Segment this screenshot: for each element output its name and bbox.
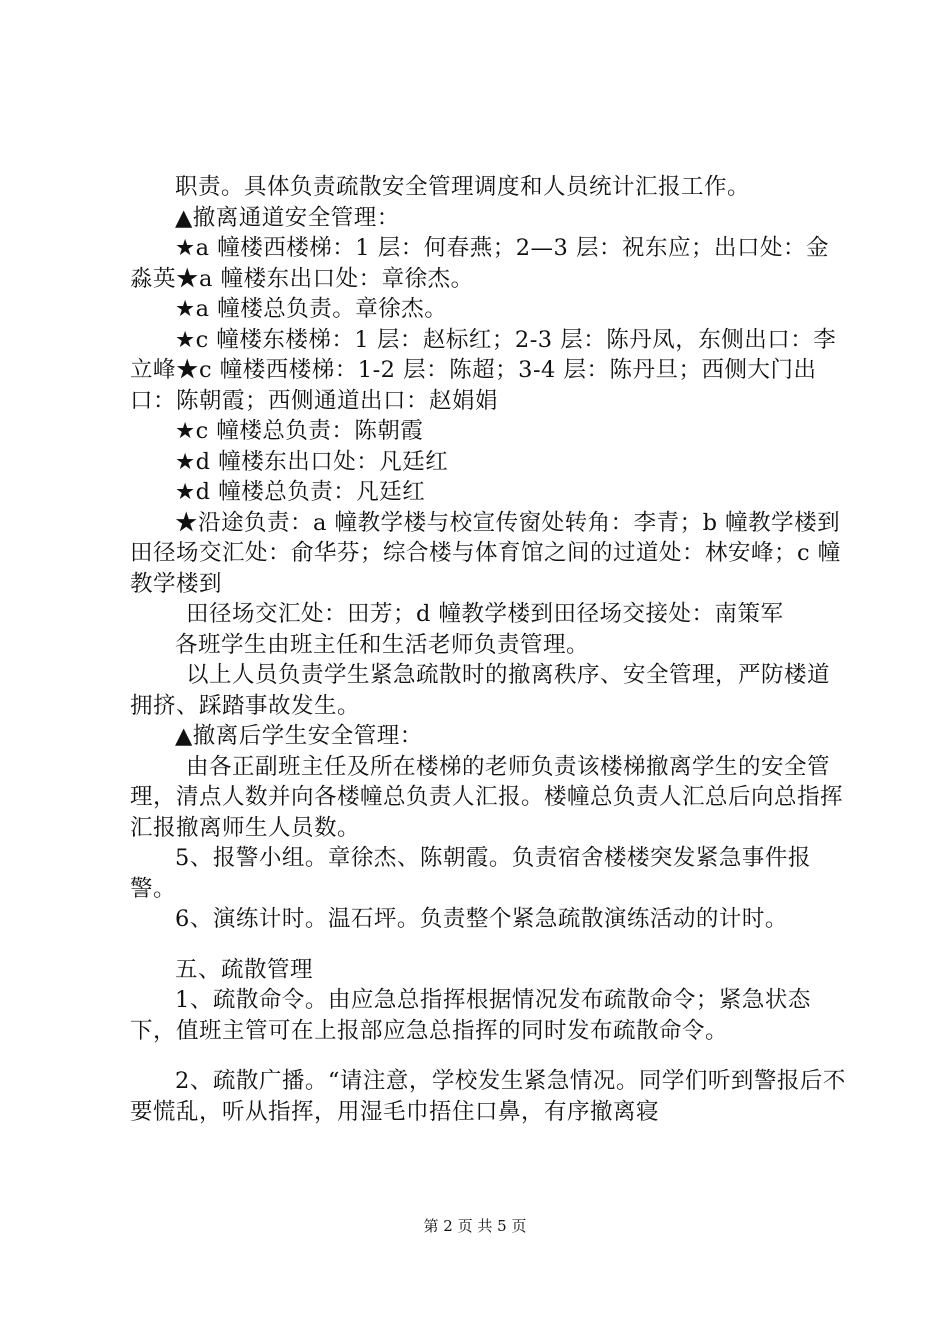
paragraph-alarm-group: 5、报警小组。章徐杰、陈朝霞。负责宿舍楼楼突发紧急事件报警。 [130, 845, 811, 902]
spacer [130, 935, 850, 955]
paragraph-d-building-lead: ★d 幢楼总负责：凡廷红 [175, 479, 426, 505]
spacer [130, 1046, 850, 1066]
document-body [130, 172, 850, 1127]
paragraph-evacuation-broadcast: 2、疏散广播。“请注意，学校发生紧急情况。同学们听到警报后不要慌乱，听从指挥，用湿毛巾捂住口鼻，有序撤离寝 [130, 1068, 846, 1125]
paragraph-route-leads: ★沿途负责：a 幢教学楼与校宣传窗处转角：李青；b 幢教学楼到田径场交汇处：俞华芬；综合楼与体育馆之间的过道处：林安峰；c 幢教学楼到 [130, 509, 841, 597]
paragraph-class-management: 各班学生由班主任和生活老师负责管理。 [175, 631, 590, 658]
paragraph-headcount: 由各正副班主任及所在楼梯的老师负责该楼梯撤离学生的安全管理，清点人数并向各楼幢总负责人汇报。楼幢总负责人汇总后向总指挥汇报撤离师生人员数。 [130, 753, 844, 841]
heading-after-evacuation: ▲撤离后学生安全管理： [175, 723, 423, 749]
paragraph-route-leads-cont: 田径场交汇处：田芳；d 幢教学楼到田径场交接处：南策军 [186, 601, 784, 627]
paragraph-evacuation-order: 1、疏散命令。由应急总指挥根据情况发布疏散命令；紧急状态下，值班主管可在上报部应急总指挥的同时发布疏散命令。 [130, 987, 811, 1044]
paragraph-a-building-stairs: ★a 幢楼西楼梯：1 层：何春燕；2—3 层：祝东应；出口处：金淼英★a 幢楼东出口处：章徐杰。 [130, 235, 829, 292]
heading-evacuation-route: ▲撤离通道安全管理： [175, 204, 400, 231]
paragraph-a-building-lead: ★a 幢楼总负责。章徐杰。 [175, 296, 448, 322]
paragraph-d-building-exit: ★d 幢楼东出口处：凡廷红 [175, 448, 449, 475]
paragraph-duties: 职责。具体负责疏散安全管理调度和人员统计汇报工作。 [175, 174, 751, 200]
paragraph-drill-timing: 6、演练计时。温石坪。负责整个紧急疏散演练活动的计时。 [175, 906, 788, 932]
paragraph-c-building-lead: ★c 幢楼总负责：陈朝霞 [175, 418, 424, 444]
page-number-footer: 第 2 页 共 5 页 [423, 1217, 527, 1235]
paragraph-order-safety: 以上人员负责学生紧急疏散时的撤离秩序、安全管理，严防楼道拥挤、踩踏事故发生。 [130, 662, 831, 719]
heading-evacuation-management: 五、疏散管理 [175, 956, 314, 983]
paragraph-c-building-stairs: ★c 幢楼东楼梯：1 层：赵标红；2-3 层：陈丹凤，东侧出口：李立峰★c 幢楼西楼梯：1-2 层：陈超；3-4 层：陈丹旦；西侧大门出口：陈朝霞；西侧通道出口：赵娟娟 [130, 326, 837, 414]
